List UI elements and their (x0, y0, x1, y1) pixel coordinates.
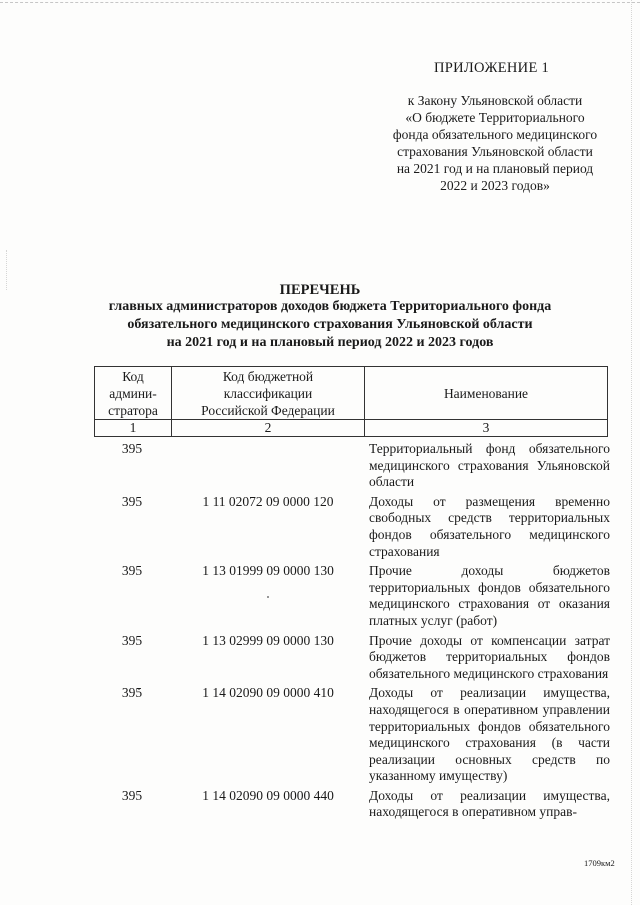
list-subtitle-line: на 2021 год и на плановый период 2022 и 2023 годов (166, 335, 494, 350)
admin-code-cell: 395 (121, 632, 143, 648)
appendix-title: ПРИЛОЖЕНИЕ 1 (434, 60, 550, 76)
table-row (0, 441, 640, 494)
header-name (365, 367, 608, 420)
table-row (0, 494, 640, 563)
appendix-note (372, 92, 618, 194)
budget-code-cell: 1 14 02090 09 0000 440 (202, 787, 334, 803)
header-text: классификации (223, 385, 313, 401)
header-text: Наименование (443, 385, 529, 401)
table-row (0, 563, 640, 632)
table-body (0, 441, 640, 824)
header-text: стратора (108, 402, 158, 418)
appendix-note-line: «О бюджете Территориального (405, 110, 585, 125)
column-number-row (95, 420, 608, 437)
header-text: админи- (109, 385, 157, 401)
name-cell: Территориальный фонд обязательного медицинского страхования Ульяновской области (369, 441, 610, 490)
appendix-note-line: 2022 и 2023 годов» (440, 178, 550, 193)
admin-code-cell: 395 (121, 493, 143, 509)
column-number: 3 (365, 420, 608, 437)
name-cell: Доходы от реализации имущества, находящегося в оперативном управлении территориальных фондов обязательного медицинского страхования (в части реализации основных средств по указанному имуществу) (369, 685, 610, 784)
header-row (95, 367, 608, 420)
header-table (94, 366, 608, 437)
admin-code-cell: 395 (121, 563, 143, 579)
appendix-note-line: фонда обязательного медицинского (392, 127, 598, 142)
header-text: Российской Федерации (201, 402, 335, 418)
list-subtitle-line: обязательного медицинского страхования Ульяновской области (127, 317, 533, 332)
list-subtitle (60, 298, 600, 352)
name-cell: Прочие доходы от компенсации затрат бюджетов территориальных фондов обязательного медицинского страхования (369, 632, 610, 681)
header-text: Код бюджетной (222, 368, 314, 384)
header-text: Код (122, 368, 144, 384)
budget-code-cell: 1 13 01999 09 0000 130 (202, 563, 334, 579)
name-cell: Доходы от размещения временно свободных средств территориальных фондов обязательного медицинского страхования (369, 493, 610, 559)
table-row (0, 685, 640, 788)
column-number: 2 (172, 420, 365, 437)
column-number: 1 (95, 420, 172, 437)
budget-code-cell: 1 13 02999 09 0000 130 (202, 632, 334, 648)
header-admin-code (95, 367, 172, 420)
page-mark: 1709км2 (584, 858, 615, 868)
name-cell: Прочие доходы бюджетов территориальных фондов обязательного медицинского страхования от оказания платных услуг (работ) (369, 563, 610, 628)
appendix-note-line: к Закону Ульяновской области (407, 93, 583, 108)
appendix-note-line: страхования Ульяновской области (397, 144, 593, 159)
budget-code-cell: 1 14 02090 09 0000 410 (202, 685, 334, 701)
list-subtitle-line: главных администраторов доходов бюджета Территориального фонда (108, 299, 552, 314)
admin-code-cell: 395 (121, 685, 143, 701)
scan-edge-top (0, 2, 640, 3)
budget-code-cell: 1 11 02072 09 0000 120 (202, 493, 334, 509)
admin-code-cell: 395 (121, 441, 143, 456)
header-budget-code (172, 367, 365, 420)
appendix-note-line: на 2021 год и на плановый период (396, 161, 594, 176)
admin-code-cell: 395 (121, 787, 143, 803)
table-row (0, 633, 640, 686)
list-title: ПЕРЕЧЕНЬ (279, 282, 361, 298)
name-cell: Доходы от реализации имущества, находящегося в оперативном управ- (369, 787, 610, 820)
table-row (0, 788, 640, 824)
